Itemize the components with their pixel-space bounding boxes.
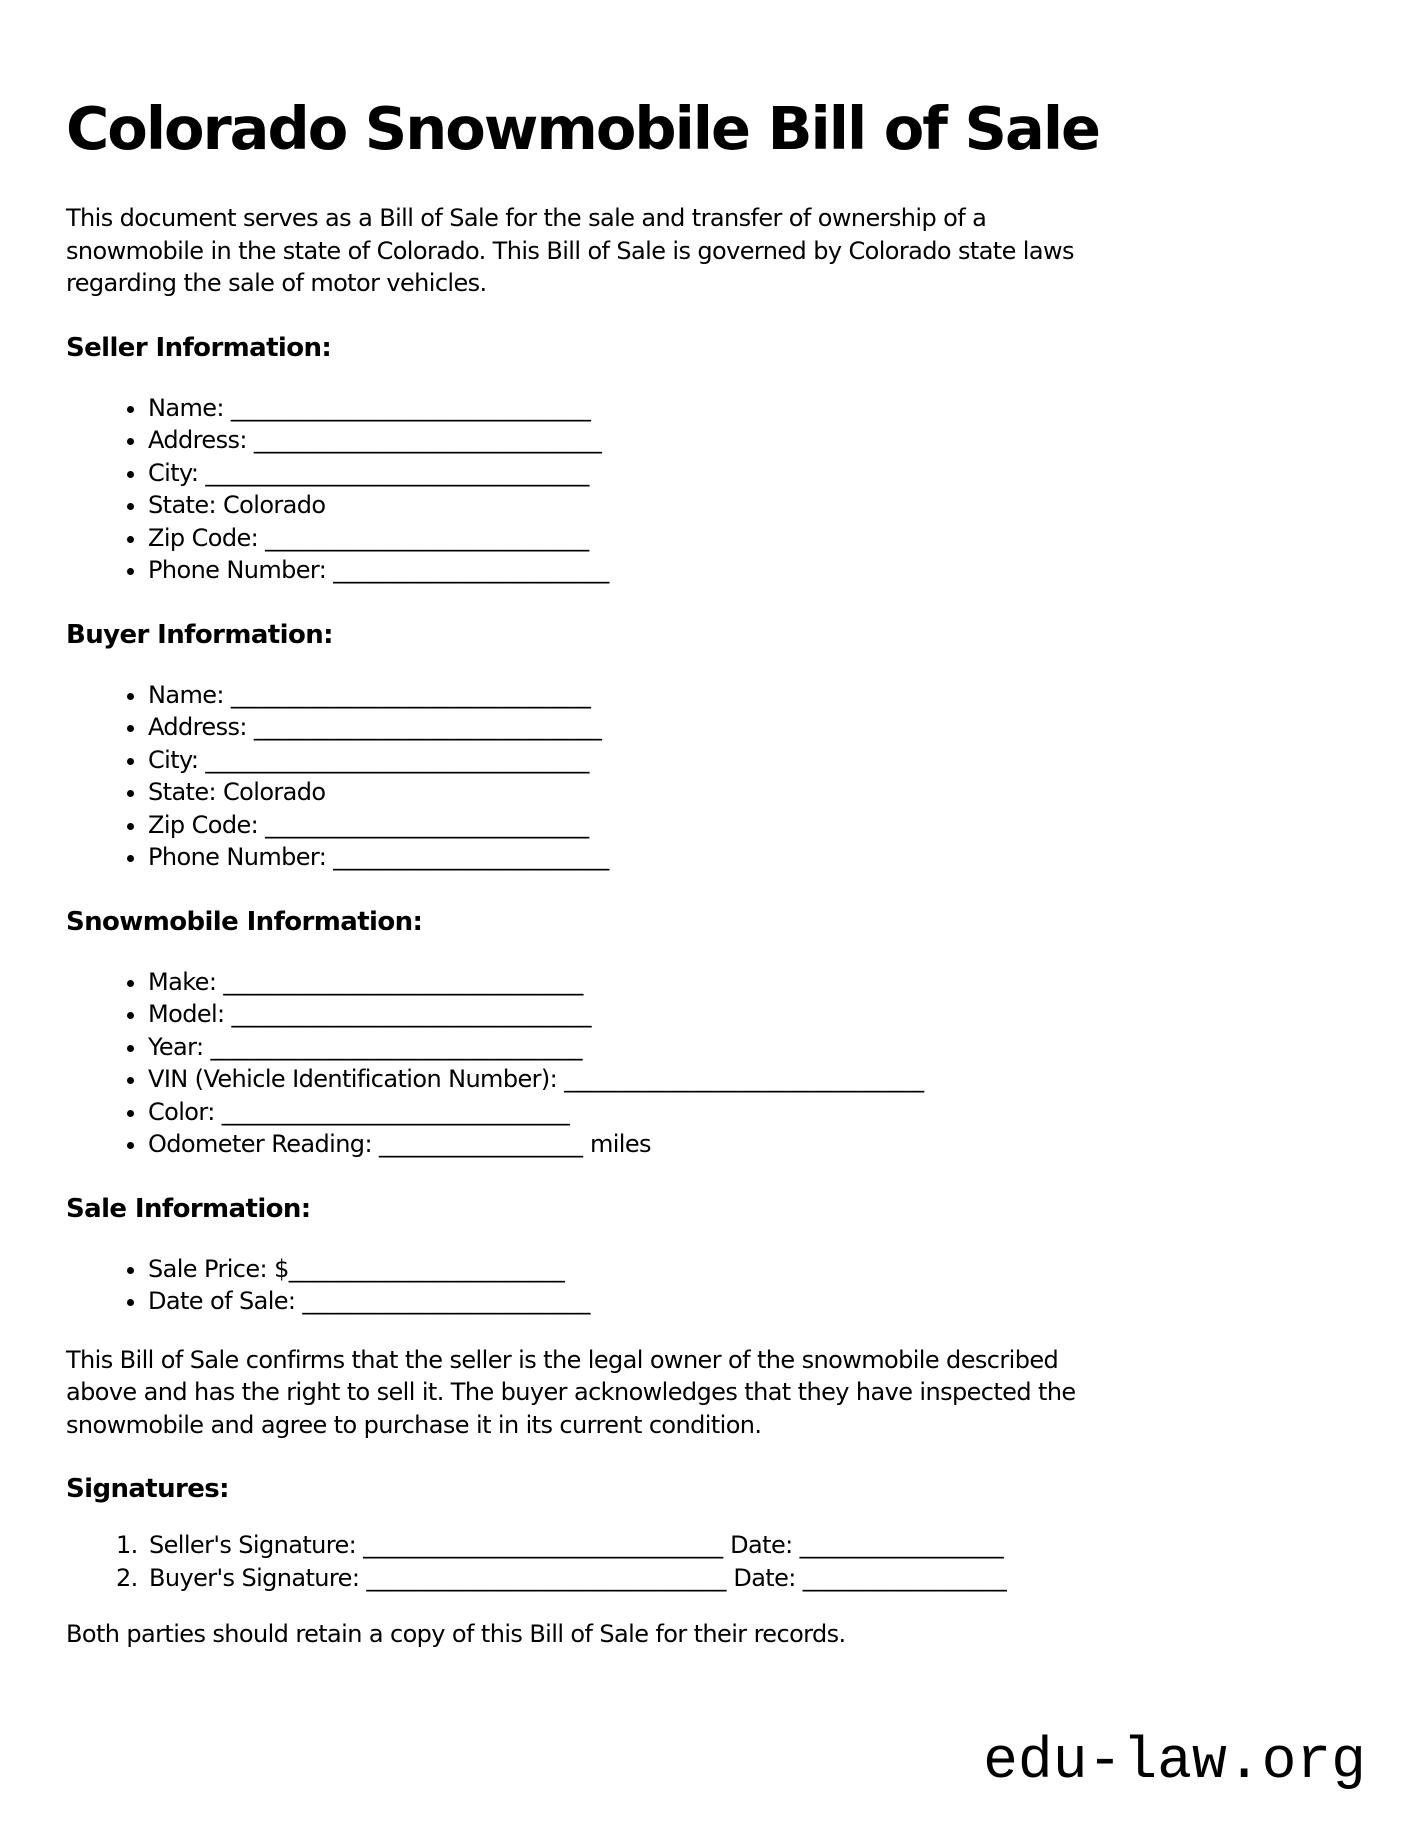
- intro-line: regarding the sale of motor vehicles.: [66, 269, 487, 297]
- buyer-signature-date-blank: _________________: [802, 1563, 1007, 1592]
- date-of-sale-label: Date of Sale:: [148, 1287, 296, 1315]
- seller-signature-date-blank: _________________: [799, 1531, 1004, 1559]
- snowmobile-vin-blank: ______________________________: [564, 1065, 925, 1093]
- seller-signature-row: [116, 1529, 1350, 1562]
- intro-line: snowmobile in the state of Colorado. This Bill of Sale is governed by Colorado state laws: [66, 236, 1074, 265]
- seller-address-row: [148, 424, 1350, 457]
- snowmobile-color-blank: _____________________________: [221, 1097, 570, 1126]
- snowmobile-year-blank: _______________________________: [210, 1032, 583, 1061]
- buyer-city-label: City:: [148, 745, 199, 774]
- seller-phone-blank: _______________________: [333, 556, 610, 584]
- buyer-signature-label: Buyer's Signature:: [149, 1563, 360, 1592]
- snowmobile-information-heading: Snowmobile Information:: [66, 906, 423, 937]
- seller-name-blank: ______________________________: [230, 393, 591, 422]
- buyer-signature-number: 2.: [116, 1563, 138, 1592]
- signature-list: [66, 1529, 1350, 1594]
- sale-information-list: [66, 1253, 1350, 1318]
- snowmobile-model-blank: ______________________________: [231, 1000, 592, 1028]
- sale-price-label: Sale Price: $: [148, 1254, 289, 1283]
- seller-zip-label: Zip Code:: [148, 523, 259, 552]
- snowmobile-vin-label: VIN (Vehicle Identification Number):: [148, 1065, 558, 1093]
- seller-address-blank: _____________________________: [253, 426, 602, 454]
- buyer-name-row: [148, 679, 1350, 712]
- buyer-signature-date-label: Date:: [733, 1563, 796, 1592]
- seller-zip-blank: ___________________________: [265, 523, 590, 552]
- snowmobile-model-label: Model:: [148, 1000, 225, 1028]
- buyer-city-row: [148, 744, 1350, 777]
- confirmation-line: snowmobile and agree to purchase it in its current condition.: [66, 1410, 762, 1439]
- snowmobile-odometer-blank: _________________: [378, 1130, 583, 1158]
- buyer-zip-blank: ___________________________: [265, 810, 590, 839]
- date-of-sale-row: [148, 1285, 1350, 1318]
- seller-phone-label: Phone Number:: [148, 556, 327, 584]
- seller-signature-number: 1.: [116, 1531, 138, 1559]
- confirmation-line: This Bill of Sale confirms that the seller is the legal owner of the snowmobile described: [66, 1345, 1059, 1374]
- seller-zip-row: [148, 522, 1350, 555]
- snowmobile-vin-row: [148, 1063, 1350, 1096]
- buyer-zip-row: [148, 809, 1350, 842]
- buyer-address-blank: _____________________________: [253, 713, 602, 741]
- buyer-information-heading: Buyer Information:: [66, 619, 333, 650]
- seller-signature-label: Seller's Signature:: [149, 1531, 357, 1559]
- sale-information-heading: Sale Information:: [66, 1193, 311, 1224]
- buyer-name-label: Name:: [148, 680, 224, 709]
- buyer-state-row: [148, 776, 1350, 809]
- buyer-address-label: Address:: [148, 713, 247, 741]
- seller-city-blank: ________________________________: [205, 458, 590, 487]
- confirmation-paragraph: [66, 1344, 1350, 1442]
- buyer-state-value: Colorado: [223, 778, 326, 806]
- seller-information-heading: Seller Information:: [66, 332, 332, 363]
- seller-name-row: [148, 392, 1350, 425]
- buyer-state-label: State:: [148, 778, 217, 806]
- seller-address-label: Address:: [148, 426, 247, 454]
- snowmobile-odometer-row: [148, 1128, 1350, 1161]
- site-watermark: edu-law.org: [983, 1730, 1366, 1795]
- buyer-information-list: [66, 679, 1350, 874]
- snowmobile-information-list: [66, 966, 1350, 1161]
- signatures-heading: Signatures:: [66, 1474, 229, 1504]
- seller-state-label: State:: [148, 491, 217, 519]
- snowmobile-odometer-label: Odometer Reading:: [148, 1130, 372, 1158]
- intro-paragraph: [66, 202, 1350, 300]
- snowmobile-make-label: Make:: [148, 967, 217, 996]
- seller-name-label: Name:: [148, 393, 224, 422]
- page-title: Colorado Snowmobile Bill of Sale: [66, 94, 1100, 163]
- seller-state-row: [148, 489, 1350, 522]
- buyer-address-row: [148, 711, 1350, 744]
- seller-information-list: [66, 392, 1350, 587]
- snowmobile-make-row: [148, 966, 1350, 999]
- snowmobile-color-label: Color:: [148, 1097, 215, 1126]
- buyer-phone-blank: _______________________: [333, 843, 610, 871]
- snowmobile-year-row: [148, 1031, 1350, 1064]
- date-of-sale-blank: ________________________: [302, 1287, 591, 1315]
- sale-price-blank: _______________________: [288, 1254, 565, 1283]
- seller-phone-row: [148, 554, 1350, 587]
- retain-copy-note: Both parties should retain a copy of this Bill of Sale for their records.: [66, 1620, 846, 1648]
- snowmobile-model-row: [148, 998, 1350, 1031]
- buyer-zip-label: Zip Code:: [148, 810, 259, 839]
- seller-city-label: City:: [148, 458, 199, 487]
- snowmobile-color-row: [148, 1096, 1350, 1129]
- sale-price-row: [148, 1253, 1350, 1286]
- seller-state-value: Colorado: [223, 491, 326, 519]
- seller-signature-date-label: Date:: [730, 1531, 793, 1559]
- buyer-phone-row: [148, 841, 1350, 874]
- seller-signature-blank: ______________________________: [363, 1531, 724, 1559]
- buyer-signature-blank: ______________________________: [366, 1563, 727, 1592]
- snowmobile-make-blank: ______________________________: [223, 967, 584, 996]
- buyer-city-blank: ________________________________: [205, 745, 590, 774]
- confirmation-line: above and has the right to sell it. The buyer acknowledges that they have inspected the: [66, 1378, 1076, 1406]
- intro-line: This document serves as a Bill of Sale for the sale and transfer of ownership of a: [66, 204, 987, 232]
- snowmobile-odometer-unit: miles: [589, 1130, 651, 1158]
- snowmobile-year-label: Year:: [148, 1032, 204, 1061]
- seller-city-row: [148, 457, 1350, 490]
- buyer-signature-row: [116, 1562, 1350, 1595]
- buyer-name-blank: ______________________________: [230, 680, 591, 709]
- buyer-phone-label: Phone Number:: [148, 843, 327, 871]
